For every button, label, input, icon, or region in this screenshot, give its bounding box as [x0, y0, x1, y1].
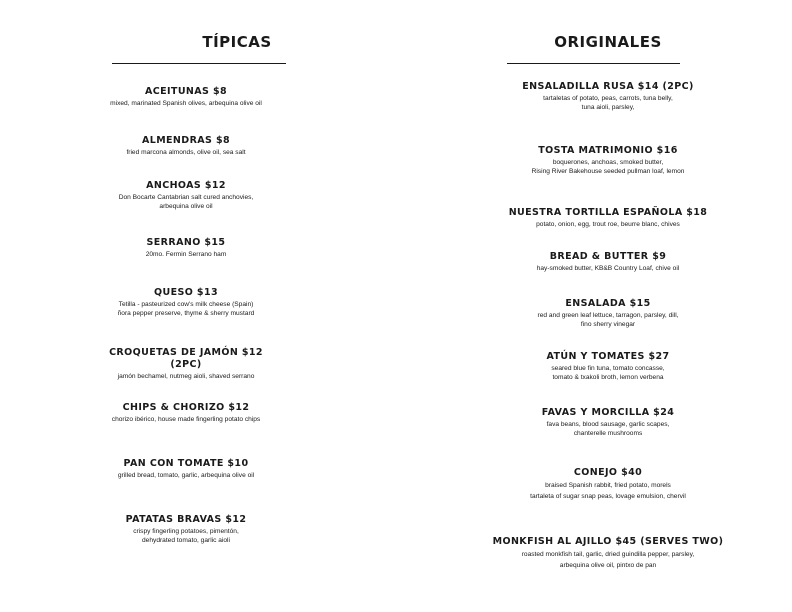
menu-item [490, 467, 726, 502]
menu-item-title: FAVAS Y MORCILLA $24 [541, 407, 675, 418]
menu-item-title: ACEITUNAS $8 [144, 86, 227, 97]
menu-item [490, 207, 726, 229]
menu-item [98, 180, 274, 211]
originales-column [490, 0, 726, 612]
menu-item-title: CONEJO $40 [573, 467, 643, 478]
menu-item-description: boquerones, anchoas, smoked butter, Rising River Bakehouse seeded pullman loaf, lemon [531, 159, 685, 176]
menu-item [98, 347, 274, 381]
tipicas-divider [112, 63, 286, 64]
menu-item [490, 145, 726, 176]
menu-item-description: mixed, marinated Spanish olives, arbequina olive oil [110, 100, 262, 107]
menu-item-title: ALMENDRAS $8 [141, 135, 231, 146]
menu-item [98, 86, 274, 108]
menu-item-description: tartaletas of potato, peas, carrots, tuna belly, tuna aioli, parsley, [543, 95, 673, 112]
menu-item-title: NUESTRA TORTILLA ESPAÑOLA $18 [508, 207, 708, 218]
tipicas-column [98, 0, 376, 612]
menu-item-description: Don Bocarte Cantabrian salt cured anchovies, arbequina olive oil [118, 194, 254, 211]
menu-item [98, 287, 274, 318]
menu-item-title: PAN CON TOMATE $10 [123, 458, 249, 469]
menu-item-title: PATATAS BRAVAS $12 [125, 514, 247, 525]
menu-item [490, 351, 726, 382]
menu-item-description: jamón bechamel, nutmeg aioli, shaved serrano [117, 373, 255, 380]
menu-item-title: ENSALADA $15 [565, 298, 651, 309]
menu-item-description: braised Spanish rabbit, fried potato, morels tartaleta of sugar snap peas, lovage emulsion, chervil [530, 482, 686, 500]
menu-item-title: ATÚN Y TOMATES $27 [546, 351, 670, 362]
menu-item-description: chorizo ibérico, house made fingerling potato chips [111, 416, 261, 423]
menu-item [98, 237, 274, 259]
menu-item-title: BREAD & BUTTER $9 [549, 251, 667, 262]
menu-item-description: red and green leaf lettuce, tarragon, parsley, dill, fino sherry vinegar [537, 312, 679, 329]
menu-item-title: ENSALADILLA RUSA $14 (2PC) [522, 81, 694, 92]
menu-item-description: fried marcona almonds, olive oil, sea salt [126, 149, 246, 156]
menu-item-description: 20mo. Fermin Serrano ham [145, 251, 227, 258]
menu-item [98, 135, 274, 157]
menu-item-description: seared blue fin tuna, tomato concasse, tomato & txakoli broth, lemon verbena [551, 365, 665, 382]
menu-item-title: ANCHOAS $12 [146, 180, 226, 191]
menu-item-title: SERRANO $15 [146, 237, 226, 248]
menu-item-title: TOSTA MATRIMONIO $16 [538, 145, 678, 156]
menu-item [490, 298, 726, 329]
menu-item [98, 402, 274, 424]
menu-item [490, 81, 726, 112]
originales-divider [507, 63, 680, 64]
menu-item-description: hay-smoked butter, KB&B Country Loaf, chive oil [536, 265, 680, 272]
menu-item-title: MONKFISH AL AJILLO $45 (SERVES TWO) [492, 536, 724, 547]
menu-item [98, 514, 274, 545]
menu-item-title: CHIPS & CHORIZO $12 [122, 402, 250, 413]
menu-item-title: CROQUETAS DE JAMÓN $12 (2PC) [109, 347, 263, 370]
menu-item [490, 536, 726, 571]
menu-item [98, 458, 274, 480]
menu-item-description: potato, onion, egg, trout roe, beurre blanc, chives [536, 221, 680, 228]
originales-heading: ORIGINALES [554, 33, 662, 51]
menu-item [490, 407, 726, 438]
menu-item-description: grilled bread, tomato, garlic, arbequina olive oil [117, 472, 255, 479]
tipicas-heading: TÍPICAS [202, 33, 272, 51]
menu-item-description: Tetilla - pasteurized cow's milk cheese (Spain) ñora pepper preserve, thyme & sherry mustard [117, 301, 255, 318]
menu-item [490, 251, 726, 273]
menu-item-title: QUESO $13 [154, 287, 218, 298]
menu-item-description: roasted monkfish tail, garlic, dried guindilla pepper, parsley, arbequina olive oil, pintxo de pan [521, 551, 695, 569]
menu-item-description: crispy fingerling potatoes, pimentón, dehydrated tomato, garlic aioli [133, 528, 239, 545]
menu-item-description: fava beans, blood sausage, garlic scapes, chanterelle mushrooms [546, 421, 670, 438]
